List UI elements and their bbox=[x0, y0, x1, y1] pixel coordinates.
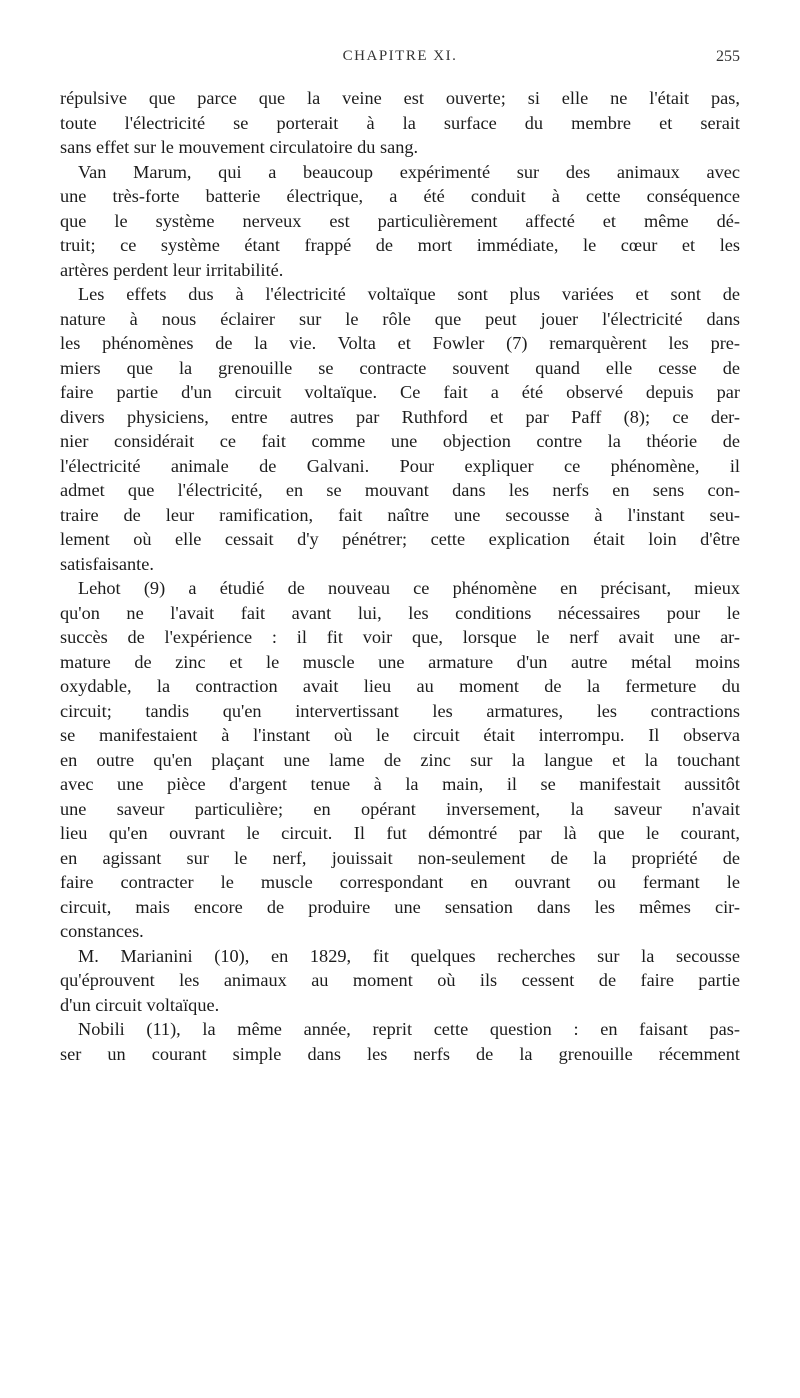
text-line: faire contracter le muscle correspondant en ouvrant ou fermant le bbox=[60, 872, 740, 892]
text-line: circuit; tandis qu'en intervertissant les armatures, les contractions bbox=[60, 700, 740, 721]
text-line: admet que l'électricité, en se mouvant dans les nerfs en sens con- bbox=[60, 480, 740, 500]
text-line: circuit, mais encore de produire une sensation dans les mêmes cir- bbox=[60, 896, 740, 917]
text-line: nier considérait ce fait comme une objection contre la théorie de bbox=[60, 431, 740, 451]
text-line: une saveur particulière; en opérant inversement, la saveur n'avait bbox=[60, 798, 740, 819]
text-line: M. Marianini (10), en 1829, fit quelques recherches sur la secousse bbox=[78, 945, 740, 966]
text-line: succès de l'expérience : il fit voir que, lorsque le nerf avait une ar- bbox=[60, 627, 740, 647]
text-line: sans effet sur le mouvement circulatoire du sang. bbox=[60, 137, 419, 157]
text-line: oxydable, la contraction avait lieu au moment de la fermeture du bbox=[60, 676, 740, 696]
text-line: satisfaisante. bbox=[60, 553, 154, 574]
text-line: se manifestaient à l'instant où le circuit était interrompu. Il observa bbox=[60, 725, 740, 745]
text-line: mature de zinc et le muscle une armature d'un autre métal moins bbox=[60, 651, 740, 672]
text-line: d'un circuit voltaïque. bbox=[60, 994, 220, 1015]
text-line: lement où elle cessait d'y pénétrer; cette explication était loin d'être bbox=[60, 529, 740, 549]
text-line: miers que la grenouille se contracte souvent quand elle cesse de bbox=[60, 357, 740, 378]
text-line: nature à nous éclairer sur le rôle que peut jouer l'électricité dans bbox=[60, 308, 740, 329]
text-line: qu'on ne l'avait fait avant lui, les conditions nécessaires pour le bbox=[60, 602, 740, 623]
page-header bbox=[60, 48, 740, 74]
text-line: lieu qu'en ouvrant le circuit. Il fut démontré par là que le courant, bbox=[60, 823, 740, 843]
text-line: traire de leur ramification, fait naître une secousse à l'instant seu- bbox=[60, 504, 740, 525]
text-line: qu'éprouvent les animaux au moment où ils cessent de faire partie bbox=[60, 970, 740, 990]
page-number: 255 bbox=[716, 48, 740, 65]
text-line: en outre qu'en plaçant une lame de zinc sur la langue et la touchant bbox=[60, 749, 740, 770]
text-line: divers physiciens, entre autres par Ruthford et par Paff (8); ce der- bbox=[60, 406, 740, 427]
text-line: répulsive que parce que la veine est ouverte; si elle ne l'était pas, bbox=[60, 88, 740, 108]
text-line: Lehot (9) a étudié de nouveau ce phénomène en précisant, mieux bbox=[78, 578, 740, 598]
text-line: toute l'électricité se porterait à la surface du membre et serait bbox=[60, 112, 740, 133]
text-line: avec une pièce d'argent tenue à la main, il se manifestait aussitôt bbox=[60, 774, 740, 794]
text-line: ser un courant simple dans les nerfs de la grenouille récemment bbox=[60, 1043, 740, 1064]
text-line: une très-forte batterie électrique, a été conduit à cette conséquence bbox=[60, 186, 740, 206]
text-line: constances. bbox=[60, 921, 144, 941]
running-head: CHAPITRE XI. bbox=[342, 48, 458, 64]
text-line: Nobili (11), la même année, reprit cette question : en faisant pas- bbox=[78, 1019, 740, 1039]
text-line: les phénomènes de la vie. Volta et Fowler (7) remarquèrent les pre- bbox=[60, 333, 740, 353]
text-line: en agissant sur le nerf, jouissait non-seulement de la propriété de bbox=[60, 847, 740, 868]
text-line: Les effets dus à l'électricité voltaïque sont plus variées et sont de bbox=[78, 284, 740, 304]
text-line: artères perdent leur irritabilité. bbox=[60, 259, 284, 280]
text-line: faire partie d'un circuit voltaïque. Ce fait a été observé depuis par bbox=[60, 382, 740, 402]
body-text bbox=[60, 86, 740, 1066]
text-line: Van Marum, qui a beaucoup expérimenté sur des animaux avec bbox=[78, 161, 740, 182]
text-line: truit; ce système étant frappé de mort immédiate, le cœur et les bbox=[60, 235, 740, 255]
text-line: l'électricité animale de Galvani. Pour expliquer ce phénomène, il bbox=[60, 455, 740, 476]
text-line: que le système nerveux est particulièrement affecté et même dé- bbox=[60, 210, 740, 231]
